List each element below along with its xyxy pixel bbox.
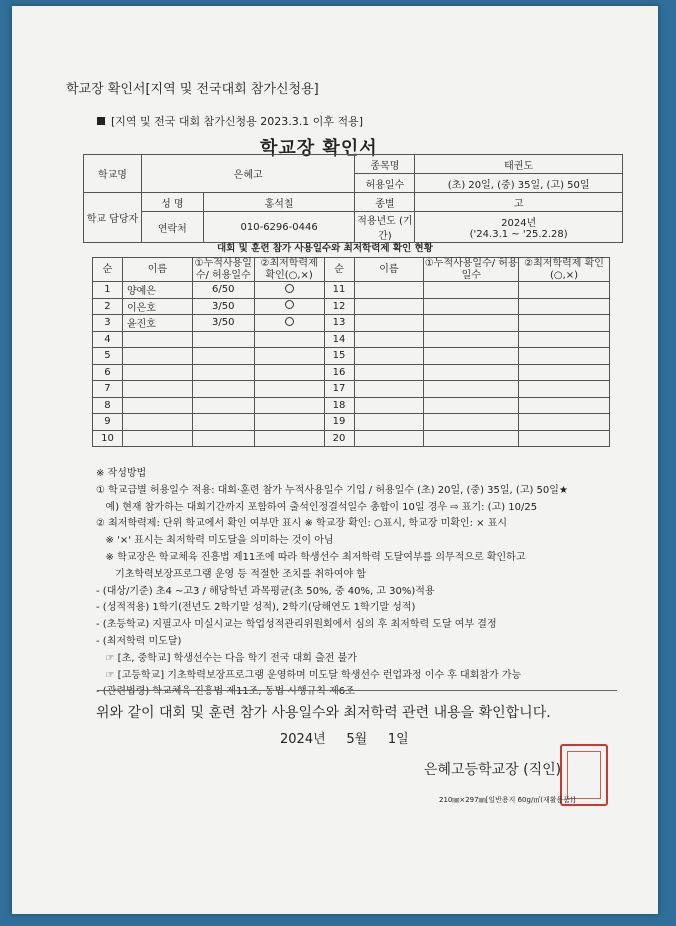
used-days bbox=[424, 414, 519, 431]
instruction-line: ② 최저학력제: 단위 학교에서 확인 여부만 표시 ※ 학교장 확인: ○표시, 학교장 미확인: × 표시 bbox=[96, 518, 508, 530]
athlete-name bbox=[354, 414, 424, 431]
athlete-name bbox=[122, 331, 192, 348]
col-no: 순 bbox=[93, 258, 123, 282]
divider bbox=[97, 690, 617, 691]
used-days bbox=[192, 397, 254, 414]
col-min: ②최저학력제 확인(○,×) bbox=[254, 258, 324, 282]
row-number: 16 bbox=[324, 364, 354, 381]
athlete-name bbox=[354, 430, 424, 447]
row-number: 18 bbox=[324, 397, 354, 414]
row-number: 3 bbox=[93, 315, 123, 332]
athlete-name bbox=[354, 315, 424, 332]
square-bullet-icon bbox=[97, 117, 105, 125]
min-achievement-check bbox=[519, 430, 610, 447]
used-days bbox=[424, 282, 519, 299]
name-label: 성 명 bbox=[141, 193, 203, 212]
instruction-line: 기초학력보장프로그램 운영 등 적절한 조치를 취하여야 함 bbox=[96, 568, 366, 580]
date-year: 2024년 bbox=[280, 732, 326, 747]
min-achievement-check bbox=[519, 298, 610, 315]
min-achievement-check bbox=[254, 430, 324, 447]
min-achievement-check bbox=[254, 397, 324, 414]
allowed-days-label: 허용일수 bbox=[355, 174, 415, 193]
col-name: 이름 bbox=[354, 258, 424, 282]
row-number: 8 bbox=[93, 397, 123, 414]
min-achievement-check bbox=[519, 414, 610, 431]
instruction-line: - (관련법령) 학교체육 진흥법 제11조, 동법 시행규칙 제6조 bbox=[96, 686, 355, 698]
instruction-line: ※ '×' 표시는 최저학력 미도달을 의미하는 것이 아님 bbox=[96, 535, 334, 547]
circle-check-icon bbox=[285, 300, 294, 309]
athlete-name: 이은호 bbox=[122, 298, 192, 315]
min-achievement-check bbox=[519, 381, 610, 398]
col-min: ②최저학력제 확인(○,×) bbox=[519, 258, 610, 282]
table-row bbox=[93, 315, 610, 332]
row-number: 10 bbox=[93, 430, 123, 447]
used-days bbox=[192, 414, 254, 431]
col-name: 이름 bbox=[122, 258, 192, 282]
subheader-text: [지역 및 전국 대회 참가신청용 2023.3.1 이후 적용] bbox=[111, 115, 364, 128]
date-month: 5월 bbox=[346, 732, 368, 747]
row-number: 11 bbox=[324, 282, 354, 299]
athlete-name bbox=[354, 397, 424, 414]
athlete-name bbox=[354, 364, 424, 381]
min-achievement-check bbox=[254, 381, 324, 398]
table-row bbox=[93, 430, 610, 447]
document-title: 학교장 확인서 bbox=[260, 138, 378, 159]
allowed-days-value: (초) 20일, (중) 35일, (고) 50일 bbox=[415, 174, 623, 193]
table-row bbox=[93, 364, 610, 381]
document-paper bbox=[12, 6, 658, 914]
row-number: 9 bbox=[93, 414, 123, 431]
table-row bbox=[93, 397, 610, 414]
used-days bbox=[424, 331, 519, 348]
contact-label: 연락처 bbox=[141, 212, 203, 243]
used-days bbox=[192, 364, 254, 381]
row-number: 19 bbox=[324, 414, 354, 431]
used-days bbox=[192, 430, 254, 447]
used-days: 3/50 bbox=[192, 315, 254, 332]
table-row bbox=[93, 331, 610, 348]
instruction-line: - (최저학력 미도달) bbox=[96, 635, 182, 647]
col-days: ①누적사용일수/ 허용일수 bbox=[424, 258, 518, 281]
min-achievement-check bbox=[254, 414, 324, 431]
row-number: 14 bbox=[324, 331, 354, 348]
min-achievement-check bbox=[519, 331, 610, 348]
school-label: 학교명 bbox=[84, 155, 142, 193]
athlete-name bbox=[354, 348, 424, 365]
table-row bbox=[93, 348, 610, 365]
circle-check-icon bbox=[285, 317, 294, 326]
level-value: 고 bbox=[415, 193, 623, 212]
instruction-line: ※ 작성방법 bbox=[96, 468, 147, 479]
athlete-name bbox=[122, 381, 192, 398]
period-year: 2024년 bbox=[501, 218, 537, 229]
confirmation-text: 위와 같이 대회 및 훈련 참가 사용일수와 최저학력 관련 내용을 확인합니다. bbox=[96, 705, 551, 721]
row-number: 4 bbox=[93, 331, 123, 348]
row-number: 6 bbox=[93, 364, 123, 381]
col-no: 순 bbox=[324, 258, 354, 282]
row-number: 15 bbox=[324, 348, 354, 365]
manager-label: 학교 담당자 bbox=[84, 193, 142, 243]
paper-spec-footer: 210㎜×297㎜[일반용지 60g/㎡(재활용품)] bbox=[439, 796, 576, 804]
used-days bbox=[424, 298, 519, 315]
used-days bbox=[424, 348, 519, 365]
document-subheader bbox=[97, 113, 363, 129]
used-days bbox=[192, 381, 254, 398]
circle-check-icon bbox=[285, 284, 294, 293]
school-value: 은혜고 bbox=[141, 155, 355, 193]
min-achievement-check bbox=[519, 315, 610, 332]
name-value: 홍석칠 bbox=[203, 193, 355, 212]
row-number: 5 bbox=[93, 348, 123, 365]
row-number: 17 bbox=[324, 381, 354, 398]
table-row bbox=[93, 282, 610, 299]
min-achievement-check bbox=[254, 331, 324, 348]
used-days bbox=[424, 364, 519, 381]
table-caption: 대회 및 훈련 참가 사용일수와 최저학력제 확인 현황 bbox=[217, 243, 433, 254]
table-row bbox=[93, 414, 610, 431]
period-value bbox=[415, 212, 623, 243]
table-row bbox=[93, 381, 610, 398]
athlete-name bbox=[122, 414, 192, 431]
used-days bbox=[192, 331, 254, 348]
writing-instructions bbox=[96, 466, 568, 701]
document-header: 학교장 확인서[지역 및 전국대회 참가신청용] bbox=[66, 82, 319, 97]
athlete-name bbox=[122, 348, 192, 365]
min-achievement-check bbox=[519, 364, 610, 381]
document-date bbox=[280, 728, 409, 747]
sport-value: 태권도 bbox=[415, 155, 623, 174]
period-label: 적용년도 (기간) bbox=[355, 212, 415, 243]
min-achievement-check bbox=[519, 282, 610, 299]
instruction-line: 예) 현재 참가하는 대회기간까지 포함하여 출석인정결석일수 총합이 10일 경우 ⇨ 표기: (고) 10/25 bbox=[96, 501, 538, 513]
principal-signature: 은혜고등학교장 (직인) bbox=[424, 762, 562, 778]
level-label: 종별 bbox=[355, 193, 415, 212]
used-days bbox=[424, 430, 519, 447]
table-row bbox=[93, 298, 610, 315]
min-achievement-check bbox=[254, 282, 324, 299]
instruction-line: ☞ [초, 중학교] 학생선수는 다음 학기 전국 대회 출전 불가 bbox=[96, 652, 357, 664]
sport-label: 종목명 bbox=[355, 155, 415, 174]
instruction-line: ① 학교급별 허용일수 적용: 대회·훈련 참가 누적사용일수 기입 / 허용일수 (초) 20일, (중) 35일, (고) 50일★ bbox=[96, 484, 568, 496]
instruction-line: ※ 학교장은 학교체육 진흥법 제11조에 따라 학생선수 최저학력 도달여부를 의무적으로 확인하고 bbox=[96, 551, 526, 563]
row-number: 13 bbox=[324, 315, 354, 332]
used-days bbox=[424, 381, 519, 398]
date-day: 1일 bbox=[387, 732, 409, 747]
period-range: ('24.3.1 ~ '25.2.28) bbox=[469, 229, 568, 240]
info-table bbox=[83, 154, 623, 243]
athlete-name bbox=[354, 381, 424, 398]
used-days bbox=[424, 397, 519, 414]
col-days: ①누적사용일수/ 허용일수 bbox=[192, 258, 254, 282]
used-days: 3/50 bbox=[192, 298, 254, 315]
athlete-name bbox=[354, 298, 424, 315]
min-achievement-check bbox=[254, 298, 324, 315]
athlete-name bbox=[122, 430, 192, 447]
athlete-name: 양예은 bbox=[122, 282, 192, 299]
instruction-line: - (성적적용) 1학기(전년도 2학기말 성적), 2학기(당해연도 1학기말 성적) bbox=[96, 602, 416, 614]
row-number: 7 bbox=[93, 381, 123, 398]
min-achievement-check bbox=[519, 397, 610, 414]
min-achievement-check bbox=[254, 364, 324, 381]
min-achievement-check bbox=[254, 348, 324, 365]
row-number: 2 bbox=[93, 298, 123, 315]
contact-value: 010-6296-0446 bbox=[203, 212, 355, 243]
athlete-table bbox=[92, 257, 610, 447]
min-achievement-check bbox=[254, 315, 324, 332]
instruction-line: ☞ [고등학교] 기초학력보장프로그램 운영하며 미도달 학생선수 런업과정 이수 후 대회참가 가능 bbox=[96, 669, 522, 681]
instruction-line: - (초등학교) 지필고사 미실시교는 학업성적관리위원회에서 심의 후 최저학력 도달 여부 결정 bbox=[96, 619, 497, 631]
row-number: 20 bbox=[324, 430, 354, 447]
instruction-line: - (대상/기준) 초4 ~고3 / 해당학년 과목평균(초 50%, 중 40%, 고 30%)적용 bbox=[96, 585, 435, 597]
row-number: 1 bbox=[93, 282, 123, 299]
used-days bbox=[424, 315, 519, 332]
athlete-name bbox=[122, 397, 192, 414]
used-days: 6/50 bbox=[192, 282, 254, 299]
used-days bbox=[192, 348, 254, 365]
athlete-name bbox=[122, 364, 192, 381]
athlete-name bbox=[354, 331, 424, 348]
min-achievement-check bbox=[519, 348, 610, 365]
row-number: 12 bbox=[324, 298, 354, 315]
athlete-name bbox=[354, 282, 424, 299]
athlete-name: 윤진호 bbox=[122, 315, 192, 332]
